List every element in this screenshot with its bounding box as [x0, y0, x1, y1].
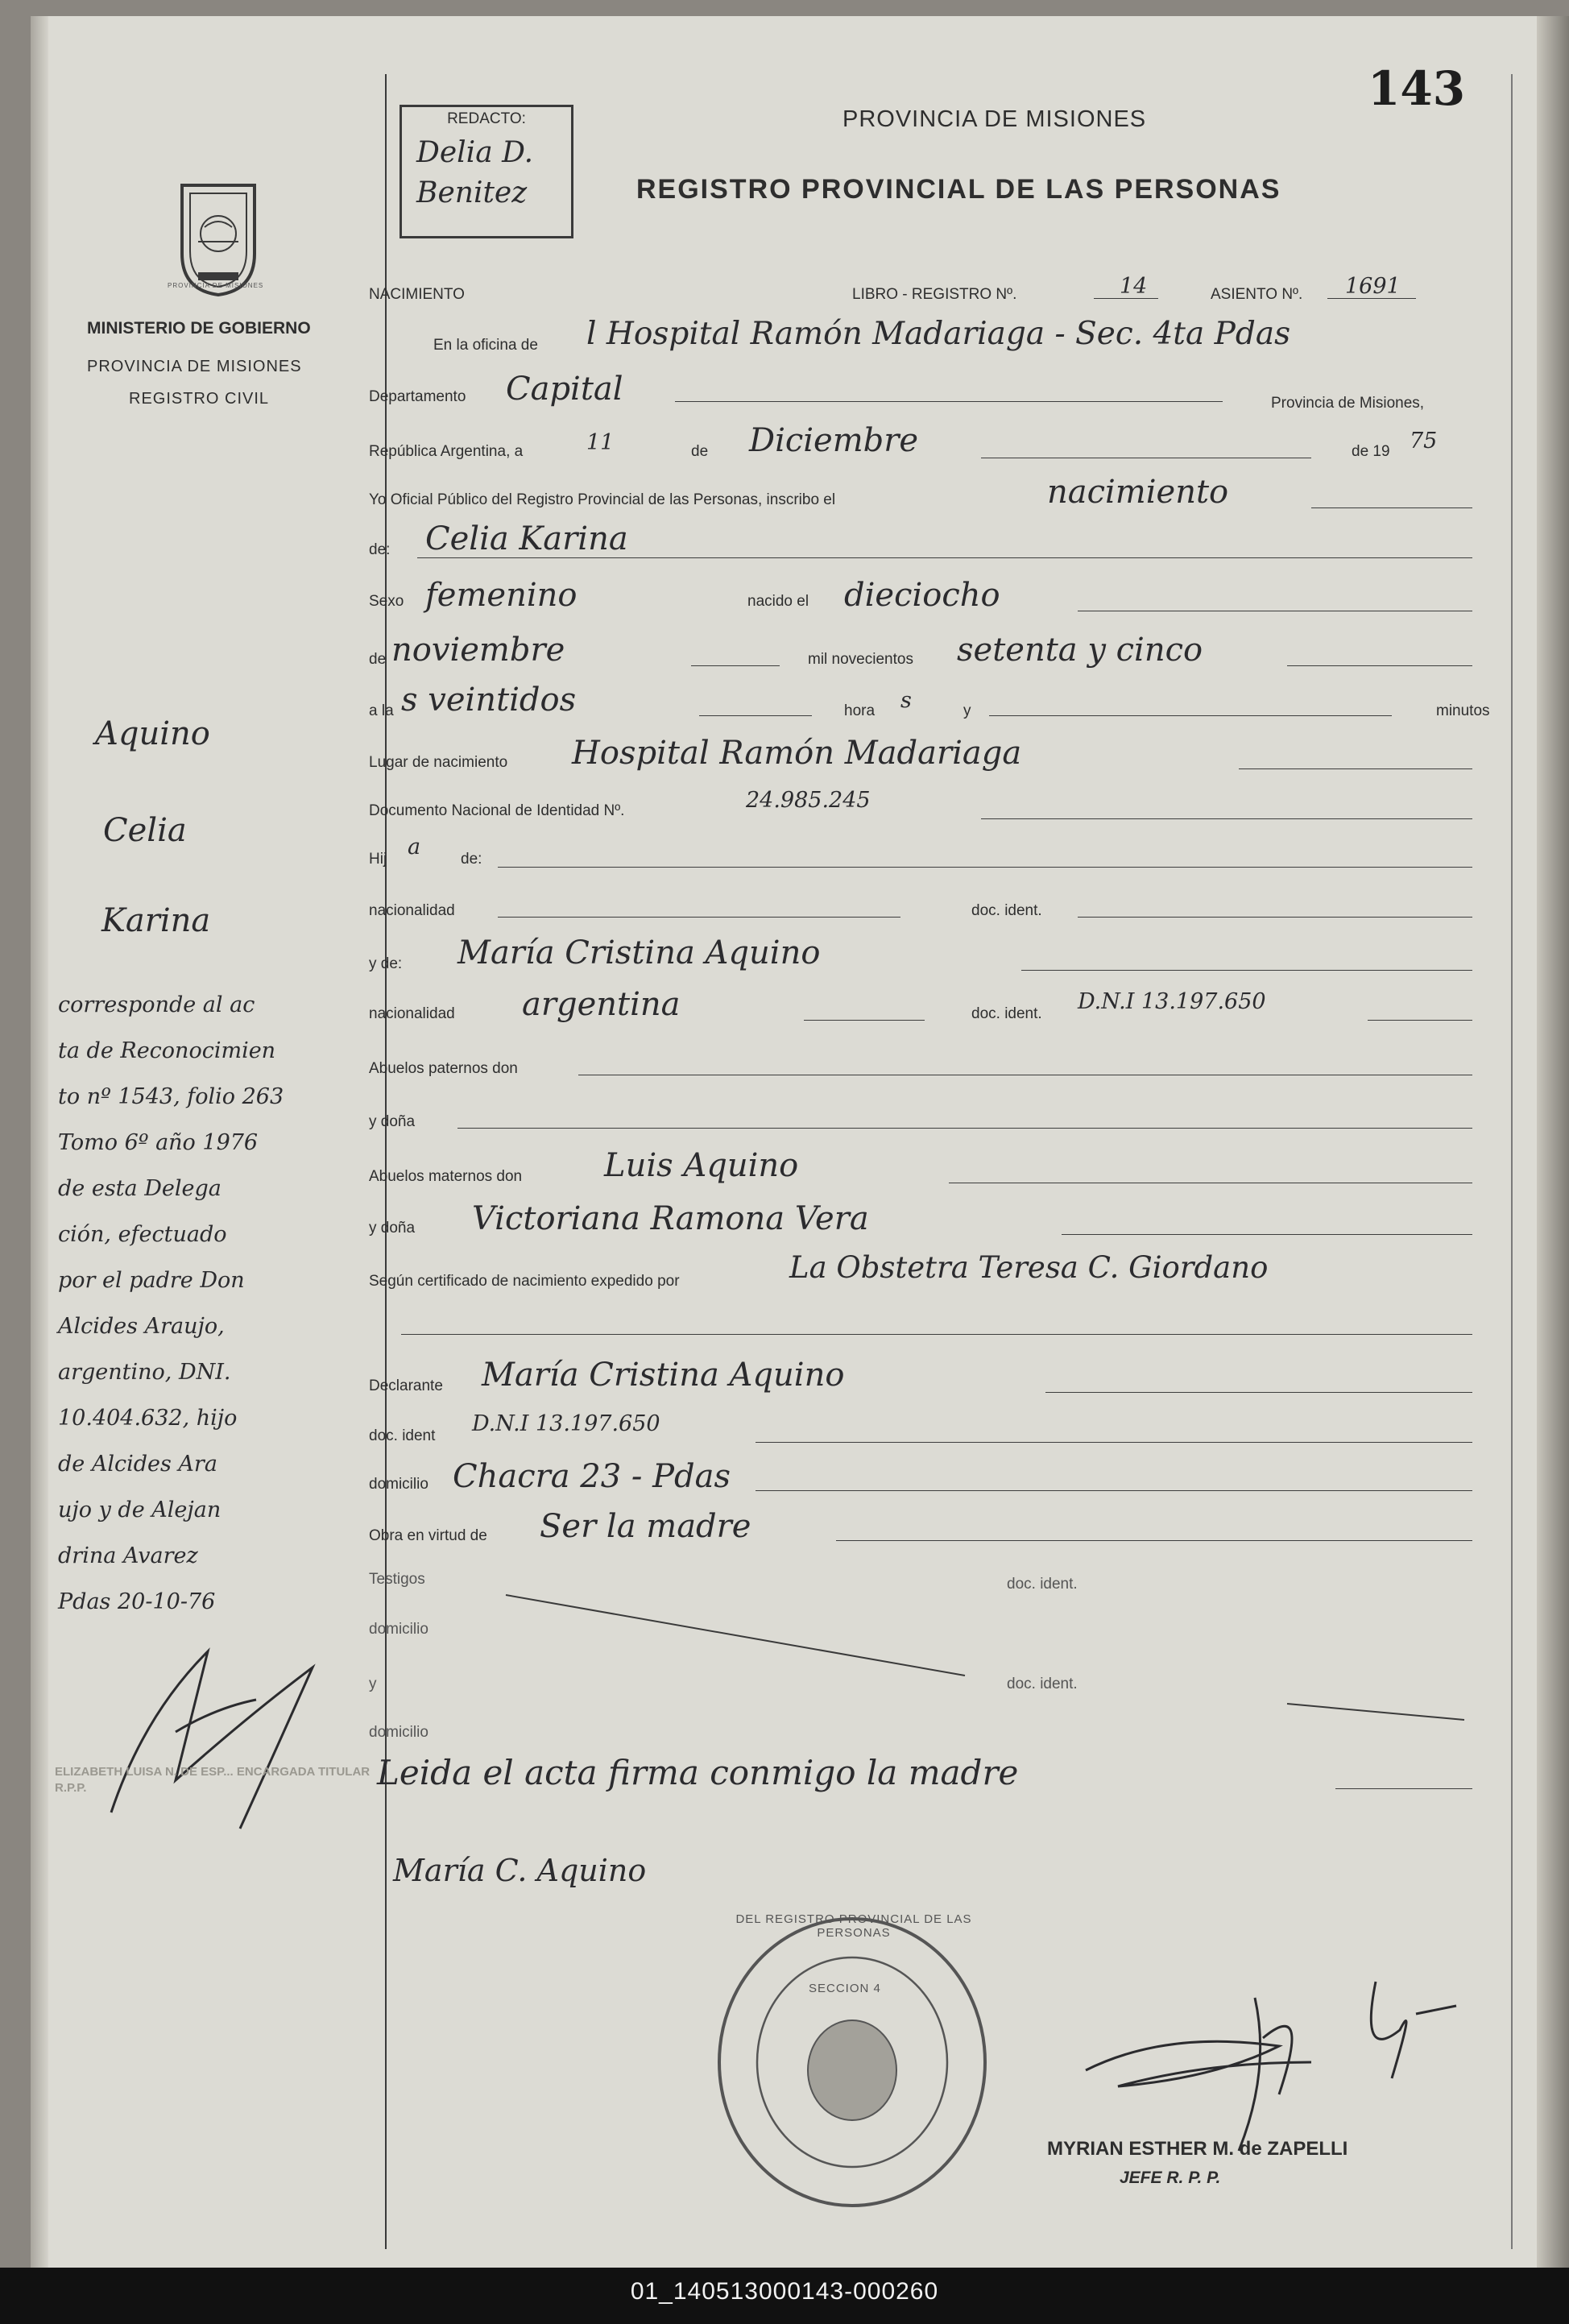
label-provincia: Provincia de Misiones, [1271, 395, 1425, 412]
value-mes-nac: noviembre [391, 632, 565, 669]
margin-note-line: argentino, DNI. [58, 1360, 231, 1385]
label-domicilio-testigo-1: domicilio [369, 1621, 428, 1638]
line-nacionalidad-madre [804, 1020, 925, 1021]
label-doc-testigo-1: doc. ident. [1007, 1576, 1078, 1593]
value-sexo: femenino [425, 577, 578, 614]
label-nacimiento: NACIMIENTO [369, 286, 465, 303]
value-dia: 11 [586, 430, 615, 455]
label-mil: mil novecientos [808, 651, 913, 668]
label-domicilio: domicilio [369, 1476, 428, 1493]
value-anio-nac: setenta y cinco [957, 632, 1203, 669]
value-lugar: Hospital Ramón Madariaga [572, 735, 1022, 772]
margin-faint-stamp: ELIZABETH LUISA N. DE ESP... ENCARGADA TITULAR R.P.P. [55, 1765, 371, 1795]
margin-note [58, 992, 382, 1635]
image-caption: 01_140513000143-000260 [630, 2278, 939, 2305]
line-minutos [989, 715, 1392, 716]
margin-note-line: de esta Delega [58, 1176, 221, 1201]
label-anio: de 19 [1352, 443, 1390, 460]
label-y-de: y de: [369, 955, 403, 972]
value-doc-madre: D.N.I 13.197.650 [1078, 989, 1266, 1014]
mother-signature: María C. Aquino [393, 1853, 647, 1888]
value-oficina: l Hospital Ramón Madariaga - Sec. 4ta Pdas [586, 316, 1291, 352]
registry-seal-icon [707, 1909, 997, 2215]
value-asiento: 1691 [1345, 274, 1401, 299]
label-minutos: minutos [1436, 702, 1490, 719]
value-nacido: dieciocho [844, 577, 1000, 614]
margin-note-line: por el padre Don [58, 1268, 245, 1293]
label-departamento: Departamento [369, 388, 466, 405]
line-doc-padre [1078, 917, 1472, 918]
value-obra: Ser la madre [540, 1508, 751, 1545]
official-signature-icon [1070, 1949, 1488, 2159]
label-abuelos-paternos: Abuelos paternos don [369, 1060, 518, 1077]
line-doc-declarante [756, 1442, 1472, 1443]
label-y-dona-materna: y doña [369, 1220, 416, 1237]
value-hij-suffix: a [408, 835, 421, 860]
value-dni: 24.985.245 [746, 788, 871, 813]
label-doc-declarante: doc. ident [369, 1427, 436, 1444]
redacto-signature-2: Benitez [416, 176, 528, 209]
value-horas-suffix: s [900, 688, 912, 713]
label-hij-de: de: [461, 851, 482, 868]
label-nacido: nacido el [747, 593, 809, 610]
line-mes-nac [691, 665, 780, 666]
line-hora [699, 715, 812, 716]
value-leida: Leida el acta firma conmigo la madre [377, 1753, 1019, 1792]
line-inscribo [1311, 507, 1472, 508]
registry-seal-inner: SECCION 4 [809, 1982, 881, 1995]
value-departamento: Capital [506, 371, 623, 408]
official-role: JEFE R. P. P. [1120, 2169, 1221, 2187]
margin-note-line: ción, efectuado [58, 1222, 227, 1247]
value-declarante: María Cristina Aquino [482, 1357, 845, 1394]
margin-note-line: de Alcides Ara [58, 1452, 217, 1477]
label-y-dona-paterna: y doña [369, 1113, 416, 1130]
line-departamento [675, 401, 1223, 402]
line-libro [1094, 298, 1158, 299]
header-province: PROVINCIA DE MISIONES [842, 106, 1147, 132]
line-nombre [417, 557, 1472, 558]
redacto-signature-1: Delia D. [416, 136, 534, 169]
margin-signature-icon [79, 1619, 353, 1861]
line-certificado-2 [401, 1334, 1472, 1335]
redacto-stamp [399, 105, 573, 238]
label-doc-madre: doc. ident. [971, 1005, 1042, 1022]
label-de-nombre: de: [369, 541, 391, 558]
label-obra: Obra en virtud de [369, 1527, 487, 1544]
label-y: y [963, 702, 971, 719]
value-hora: s veintidos [401, 681, 577, 719]
line-dni [981, 818, 1472, 819]
margin-note-line: 10.404.632, hijo [58, 1406, 238, 1431]
line-lugar [1239, 768, 1472, 769]
margin-note-line: Pdas 20-10-76 [58, 1589, 216, 1614]
value-certificado: La Obstetra Teresa C. Giordano [789, 1250, 1269, 1285]
page-number: 143 [1368, 61, 1466, 116]
margin-surname: Aquino [95, 715, 210, 752]
document-page [31, 16, 1539, 2268]
label-testigos: Testigos [369, 1571, 425, 1588]
label-de-mes: de [691, 443, 709, 460]
margin-name-2: Karina [101, 902, 211, 939]
label-y-testigo: y [369, 1676, 377, 1692]
value-doc-declarante: D.N.I 13.197.650 [472, 1411, 660, 1436]
left-province-label: PROVINCIA DE MISIONES [87, 358, 302, 375]
label-asiento: ASIENTO Nº. [1211, 286, 1303, 303]
label-nacionalidad-padre: nacionalidad [369, 902, 455, 919]
value-mes: Diciembre [749, 422, 919, 459]
line-abuela-paterna [457, 1128, 1472, 1129]
form-right-rule [1511, 74, 1513, 2249]
label-a-las: a la [369, 702, 394, 719]
line-asiento [1327, 298, 1416, 299]
label-doc-testigo-2: doc. ident. [1007, 1676, 1078, 1692]
value-nacionalidad-madre: argentina [522, 986, 681, 1023]
label-nacionalidad-madre: nacionalidad [369, 1005, 455, 1022]
label-lugar: Lugar de nacimiento [369, 754, 508, 771]
label-hij: Hij [369, 851, 387, 868]
label-domicilio-testigo-2: domicilio [369, 1724, 428, 1741]
header-registry: REGISTRO PROVINCIAL DE LAS PERSONAS [636, 174, 1281, 205]
seal-caption: PROVINCIA DE MISIONES [168, 282, 264, 289]
label-segun: Según certificado de nacimiento expedido por [369, 1273, 680, 1290]
line-abuela-materna [1062, 1234, 1472, 1235]
label-oficina: En la oficina de [433, 337, 538, 354]
value-domicilio: Chacra 23 - Pdas [453, 1458, 731, 1495]
line-obra [836, 1540, 1472, 1541]
line-doc-madre [1368, 1020, 1472, 1021]
ministry-label: MINISTERIO DE GOBIERNO [87, 319, 311, 338]
ministry-seal-icon [174, 177, 263, 298]
label-sexo: Sexo [369, 593, 404, 610]
line-nacionalidad-padre [498, 917, 900, 918]
label-declarante: Declarante [369, 1377, 443, 1394]
registry-seal-text: DEL REGISTRO PROVINCIAL DE LAS PERSONAS [735, 1912, 972, 1940]
label-de-mes-nac: de [369, 651, 387, 668]
value-abuela-materna: Victoriana Ramona Vera [472, 1200, 869, 1237]
margin-note-line: ujo y de Alejan [58, 1498, 221, 1522]
margin-note-line: drina Avarez [58, 1543, 198, 1568]
label-doc-padre: doc. ident. [971, 902, 1042, 919]
margin-note-line: corresponde al ac [58, 992, 255, 1017]
redacto-title: REDACTO: [447, 110, 526, 127]
label-abuelos-maternos: Abuelos maternos don [369, 1168, 523, 1185]
label-dni: Documento Nacional de Identidad Nº. [369, 802, 625, 819]
label-republica: República Argentina, a [369, 443, 524, 460]
margin-note-line: to nº 1543, folio 263 [58, 1084, 284, 1109]
label-libro: LIBRO - REGISTRO Nº. [852, 286, 1017, 303]
value-madre: María Cristina Aquino [457, 934, 821, 971]
label-horas: hora [844, 702, 876, 719]
margin-note-line: Alcides Araujo, [58, 1314, 225, 1339]
book-edge [1537, 16, 1569, 2268]
line-domicilio [756, 1490, 1472, 1491]
value-inscribo: nacimiento [1047, 474, 1229, 511]
official-name: MYRIAN ESTHER M. de ZAPELLI [1047, 2138, 1348, 2160]
value-nombre: Celia Karina [425, 520, 628, 557]
label-inscribo: Yo Oficial Público del Registro Provincial de las Personas, inscribo el [369, 491, 836, 508]
value-libro: 14 [1120, 274, 1148, 299]
margin-note-line: Tomo 6º año 1976 [58, 1130, 259, 1155]
margin-name-1: Celia [103, 812, 187, 849]
value-abuelo-materno: Luis Aquino [604, 1147, 799, 1184]
line-anio-nac [1287, 665, 1472, 666]
line-padre [498, 867, 1472, 868]
testigos-strike-lines [482, 1579, 1488, 1740]
margin-note-line: ta de Reconocimien [58, 1038, 276, 1063]
value-anio: 75 [1410, 429, 1438, 454]
line-madre [1021, 970, 1472, 971]
line-leida [1335, 1788, 1472, 1789]
line-declarante [1045, 1392, 1472, 1393]
civil-registry-label: REGISTRO CIVIL [129, 390, 270, 408]
